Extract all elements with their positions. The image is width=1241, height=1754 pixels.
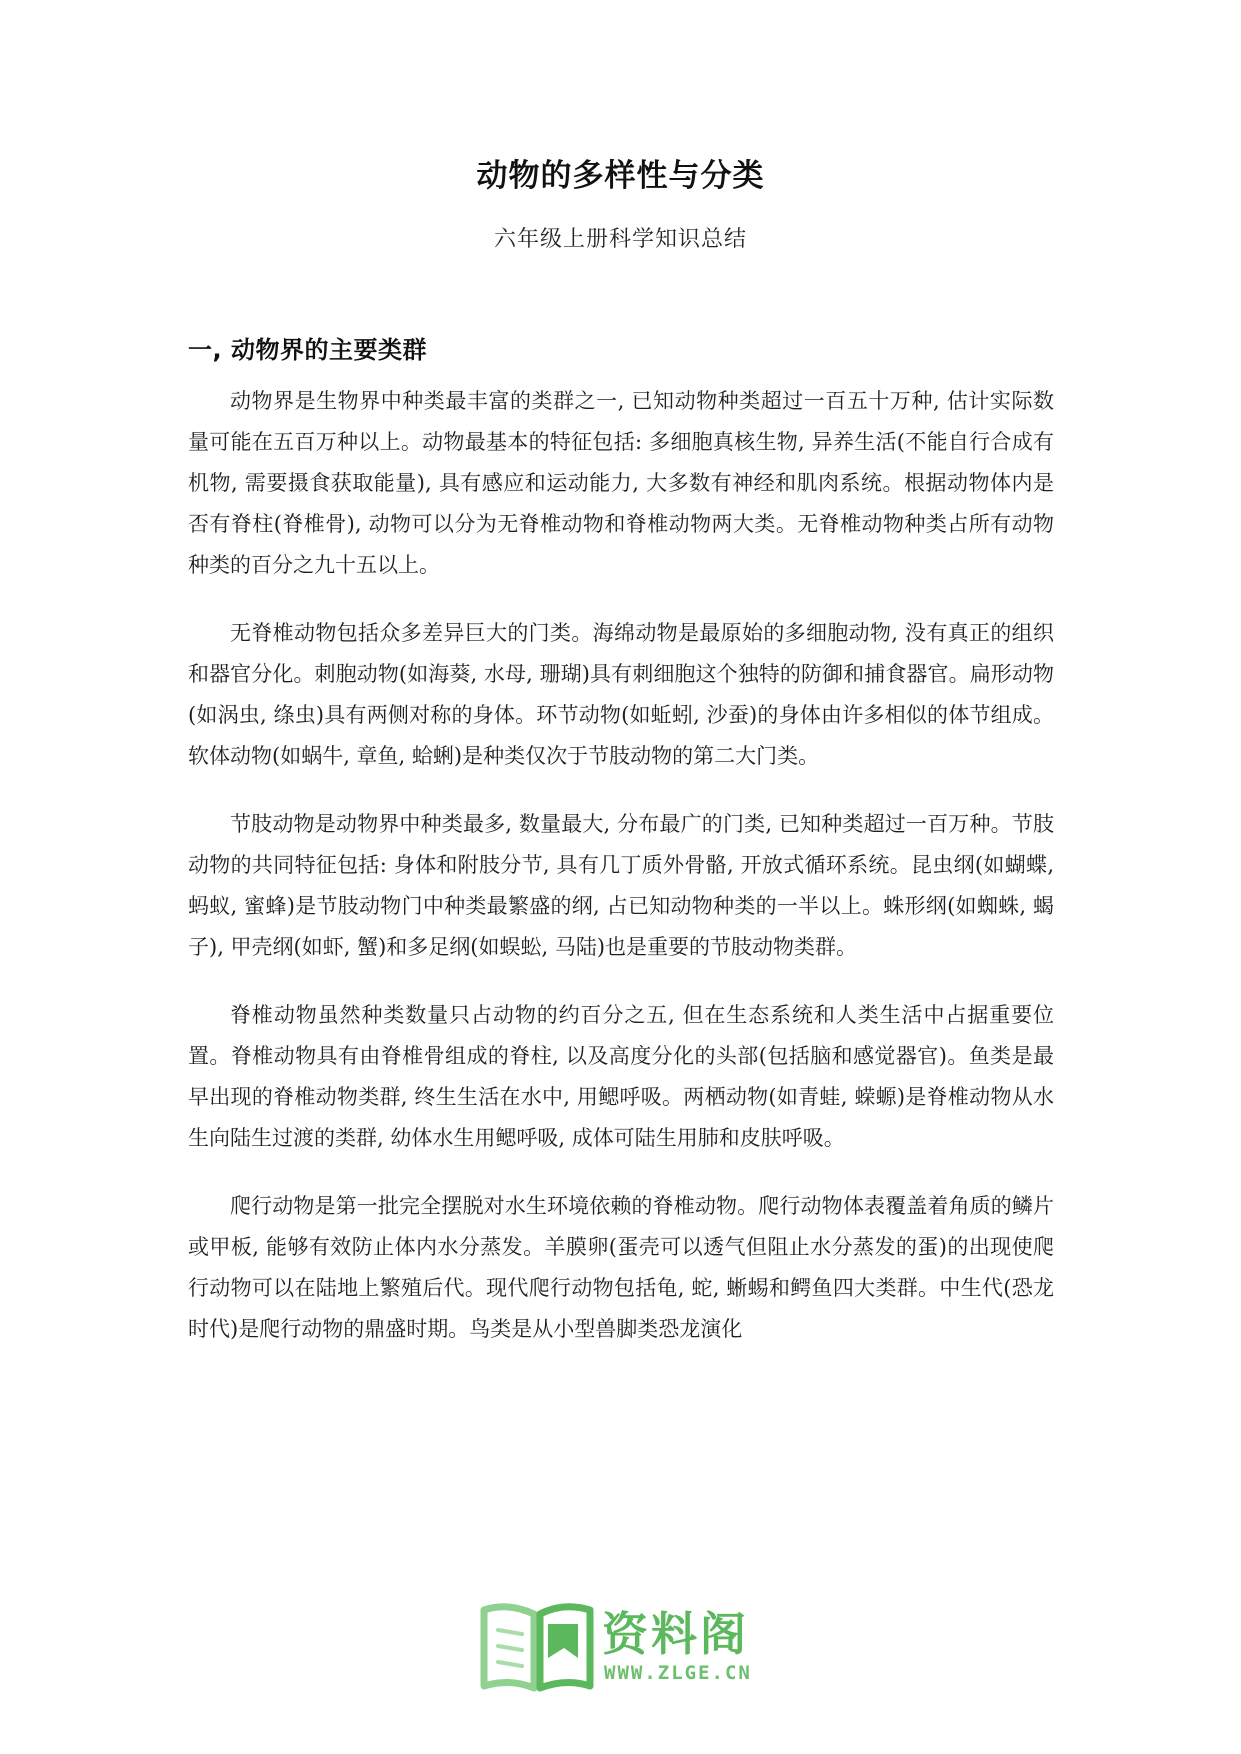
section-content	[188, 330, 1054, 1377]
paragraph: 动物界是生物界中种类最丰富的类群之一, 已知动物种类超过一百五十万种, 估计实际数量可能在五百万种以上。动物最基本的特征包括: 多细胞真核生物, 异养生活(不能自行合成有机物, 需要摄食获取能量), 具有感应和运动能力, 大多数有神经和肌肉系统。根据动物体内是否有脊柱(脊椎骨), 动物可以分为无脊椎动物和脊椎动物两大类。无脊椎动物种类占所有动物种类的百分之九十五以上。	[188, 389, 1054, 577]
logo-url: WWW.ZLGE.CN	[604, 1662, 752, 1684]
logo-text: 资料阁	[602, 1607, 749, 1661]
document-title: 动物的多样性与分类	[476, 158, 765, 194]
footer-logo	[478, 1598, 778, 1698]
book-icon	[478, 1600, 598, 1694]
section-heading: 一, 动物界的主要类群	[188, 336, 427, 364]
paragraph: 脊椎动物虽然种类数量只占动物的约百分之五, 但在生态系统和人类生活中占据重要位置。脊椎动物具有由脊椎骨组成的脊柱, 以及高度分化的头部(包括脑和感觉器官)。鱼类是最早出现的脊椎动物类群, 终生生活在水中, 用鳃呼吸。两栖动物(如青蛙, 蝾螈)是脊椎动物从水生向陆生过渡的类群, 幼体水生用鳃呼吸, 成体可陆生用肺和皮肤呼吸。	[188, 1003, 1054, 1150]
paragraph: 爬行动物是第一批完全摆脱对水生环境依赖的脊椎动物。爬行动物体表覆盖着角质的鳞片或甲板, 能够有效防止体内水分蒸发。羊膜卵(蛋壳可以透气但阻止水分蒸发的蛋)的出现使爬行动物可以在陆地上繁殖后代。现代爬行动物包括龟, 蛇, 蜥蜴和鳄鱼四大类群。中生代(恐龙时代)是爬行动物的鼎盛时期。鸟类是从小型兽脚类恐龙演化	[188, 1194, 1054, 1341]
paragraph: 节肢动物是动物界中种类最多, 数量最大, 分布最广的门类, 已知种类超过一百万种。节肢动物的共同特征包括: 身体和附肢分节, 具有几丁质外骨骼, 开放式循环系统。昆虫纲(如蝴蝶, 蚂蚁, 蜜蜂)是节肢动物门中种类最繁盛的纲, 占已知动物种类的一半以上。蛛形纲(如蜘蛛, 蝎子), 甲壳纲(如虾, 蟹)和多足纲(如蜈蚣, 马陆)也是重要的节肢动物类群。	[188, 812, 1054, 959]
paragraph: 无脊椎动物包括众多差异巨大的门类。海绵动物是最原始的多细胞动物, 没有真正的组织和器官分化。刺胞动物(如海葵, 水母, 珊瑚)具有刺细胞这个独特的防御和捕食器官。扁形动物(如涡虫, 绦虫)具有两侧对称的身体。环节动物(如蚯蚓, 沙蚕)的身体由许多相似的体节组成。软体动物(如蜗牛, 章鱼, 蛤蜊)是种类仅次于节肢动物的第二大门类。	[188, 621, 1054, 768]
document-subtitle: 六年级上册科学知识总结	[493, 227, 747, 252]
